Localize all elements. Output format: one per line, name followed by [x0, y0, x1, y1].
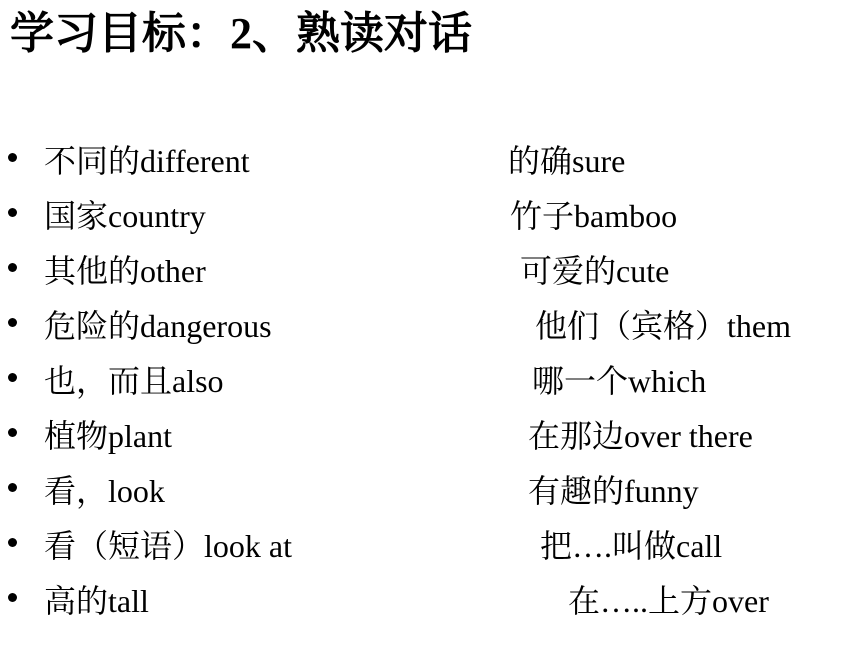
right-term: 竹子bamboo [510, 198, 678, 234]
left-term: 看（短语）look at [44, 528, 292, 564]
right-term: 有趣的funny [528, 473, 699, 509]
right-term: 的确sure [508, 143, 626, 179]
bullet-dot-icon [8, 373, 17, 382]
left-term: 也，而且also [44, 363, 224, 399]
right-term: 可爱的cute [520, 253, 670, 289]
vocabulary-row [0, 353, 860, 408]
vocabulary-row [0, 518, 860, 573]
bullet-dot-icon [8, 483, 17, 492]
right-term: 在那边over there [528, 418, 753, 454]
bullet-dot-icon [8, 593, 17, 602]
right-term: 他们（宾格）them [535, 308, 791, 344]
right-term: 在…..上方over [568, 583, 769, 619]
bullet-dot-icon [8, 153, 17, 162]
vocabulary-list [0, 133, 860, 628]
vocabulary-row [0, 133, 860, 188]
left-term: 高的tall [44, 583, 149, 619]
left-term: 其他的other [44, 253, 206, 289]
vocabulary-row [0, 408, 860, 463]
right-term: 哪一个which [532, 363, 707, 399]
vocabulary-row [0, 573, 860, 628]
left-term: 看，look [44, 473, 165, 509]
bullet-dot-icon [8, 428, 17, 437]
slide-title: 学习目标：2、熟读对话 [10, 9, 472, 58]
left-term: 危险的dangerous [44, 308, 272, 344]
bullet-dot-icon [8, 318, 17, 327]
vocabulary-row [0, 298, 860, 353]
bullet-dot-icon [8, 263, 17, 272]
left-term: 植物plant [44, 418, 172, 454]
bullet-dot-icon [8, 208, 17, 217]
right-term: 把….叫做call [540, 528, 723, 564]
left-term: 不同的different [44, 143, 250, 179]
vocabulary-row [0, 188, 860, 243]
left-term: 国家country [44, 198, 206, 234]
bullet-dot-icon [8, 538, 17, 547]
vocabulary-row [0, 463, 860, 518]
vocabulary-row [0, 243, 860, 298]
